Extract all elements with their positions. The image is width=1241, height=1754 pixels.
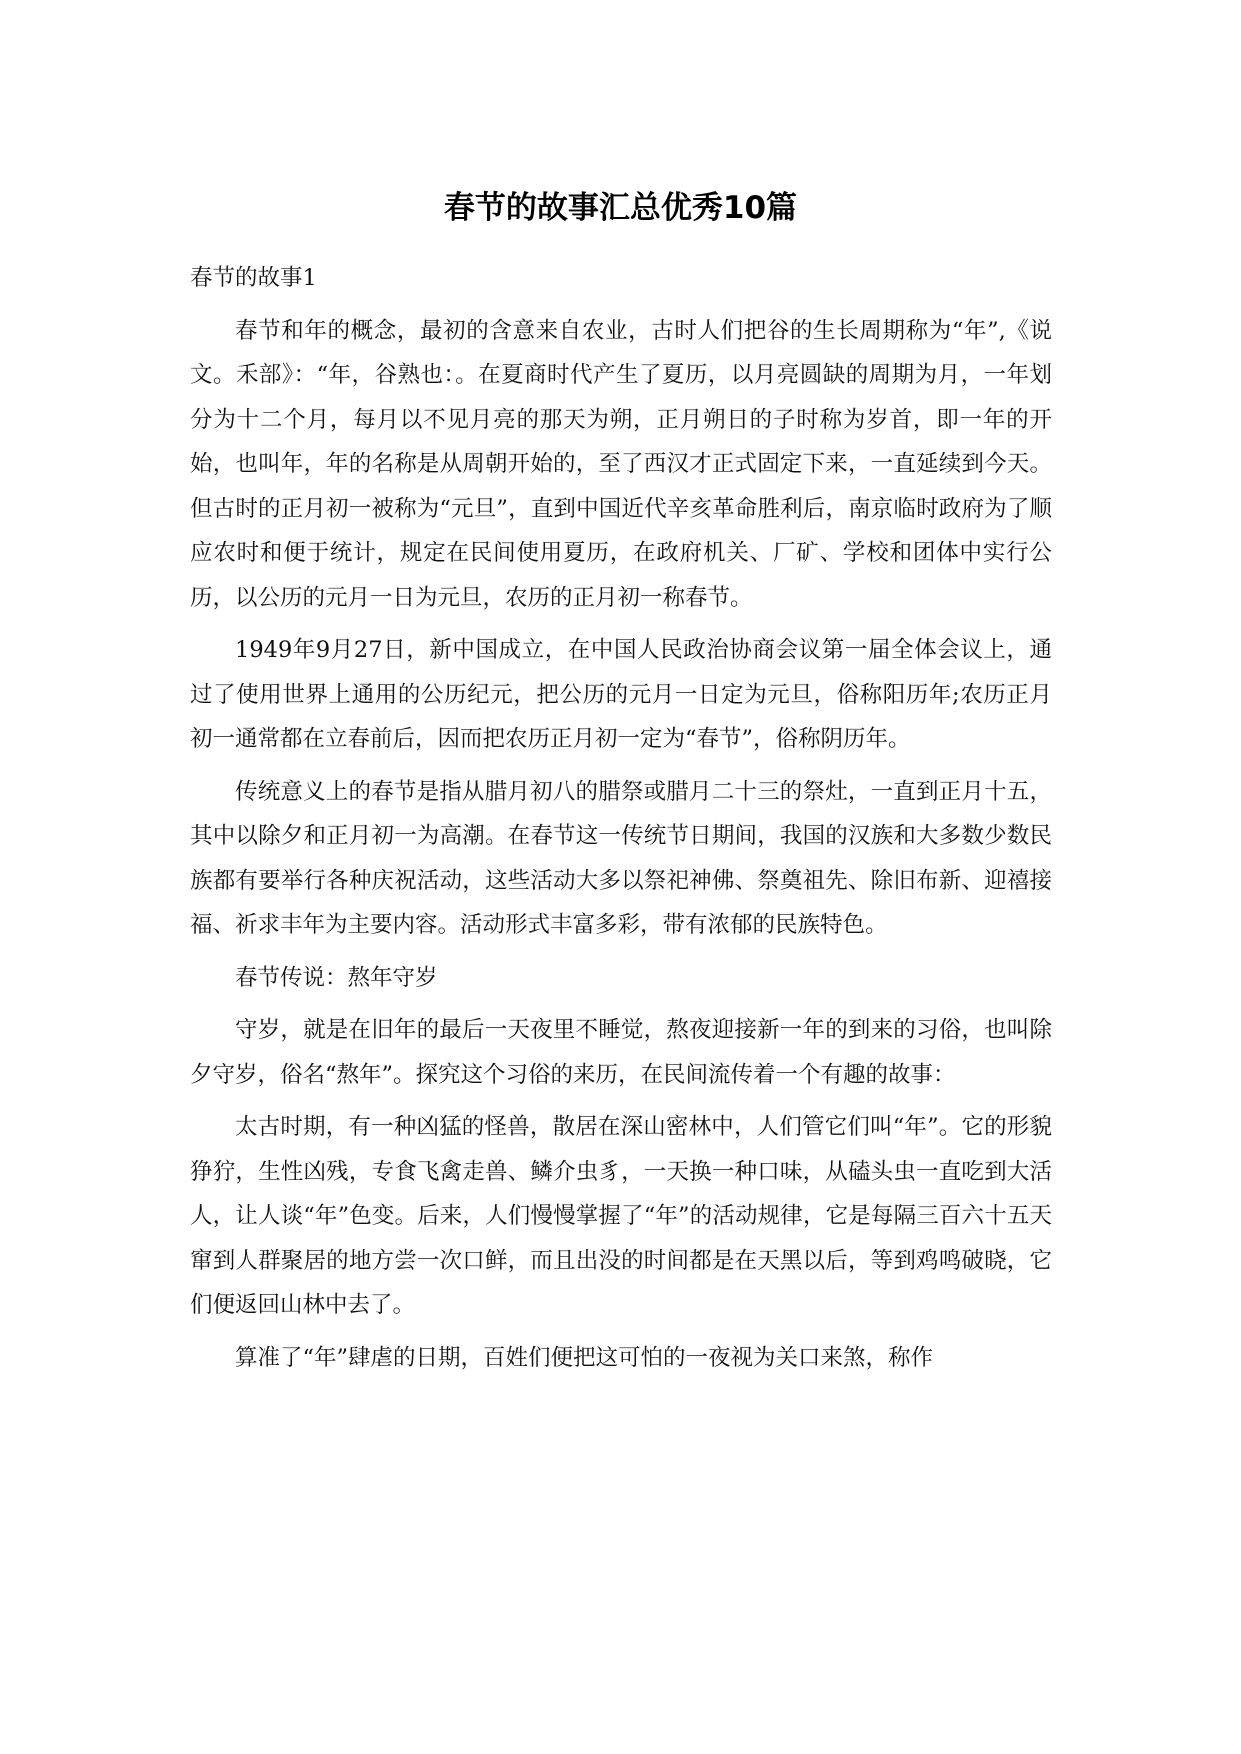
paragraph: 太古时期，有一种凶猛的怪兽，散居在深山密林中，人们管它们叫“年”。它的形貌狰狞，生性凶残，专食飞禽走兽、鳞介虫豸，一天换一种口味，从磕头虫一直吃到大活人，让人谈“年”色变。后来，人们慢慢掌握了“年”的活动规律，它是每隔三百六十五天窜到人群聚居的地方尝一次口鲜，而且出没的时间都是在天黑以后，等到鸡鸣破晓，它们便返回山林中去了。 <box>190 1114 1052 1318</box>
paragraph: 1949年9月27日，新中国成立，在中国人民政治协商会议第一届全体会议上，通过了使用世界上通用的公历纪元，把公历的元月一日定为元旦，俗称阳历年;农历正月初一通常都在立春前后，因而把农历正月初一定为“春节”，俗称阴历年。 <box>190 637 1052 752</box>
subheading-paragraph: 春节传说：熬年守岁 <box>235 964 438 991</box>
paragraph: 守岁，就是在旧年的最后一天夜里不睡觉，熬夜迎接新一年的到来的习俗，也叫除夕守岁，俗名“熬年”。探究这个习俗的来历，在民间流传着一个有趣的故事： <box>190 1017 1052 1088</box>
document-body <box>190 256 1052 1380</box>
section-heading: 春节的故事1 <box>190 265 317 291</box>
paragraph: 春节和年的概念，最初的含意来自农业，古时人们把谷的生长周期称为“年”,《说文。禾部》：“年，谷熟也：。在夏商时代产生了夏历，以月亮圆缺的周期为月，一年划分为十二个月，每月以不见月亮的那天为朔，正月朔日的子时称为岁首，即一年的开始，也叫年，年的名称是从周朝开始的，至了西汉才正式固定下来，一直延续到今天。但古时的正月初一被称为“元旦”，直到中国近代辛亥革命胜利后，南京临时政府为了顺应农时和便于统计，规定在民间使用夏历，在政府机关、厂矿、学校和团体中实行公历，以公历的元月一日为元旦，农历的正月初一称春节。 <box>190 317 1052 611</box>
paragraph: 算准了“年”肆虐的日期，百姓们便把这可怕的一夜视为关口来煞，称作 <box>235 1344 934 1371</box>
paragraph: 传统意义上的春节是指从腊月初八的腊祭或腊月二十三的祭灶，一直到正月十五，其中以除夕和正月初一为高潮。在春节这一传统节日期间，我国的汉族和大多数少数民族都有要举行各种庆祝活动，这些活动大多以祭祀神佛、祭奠祖先、除旧布新、迎禧接福、祈求丰年为主要内容。活动形式丰富多彩，带有浓郁的民族特色。 <box>190 778 1052 938</box>
document-title: 春节的故事汇总优秀10篇 <box>443 190 798 226</box>
